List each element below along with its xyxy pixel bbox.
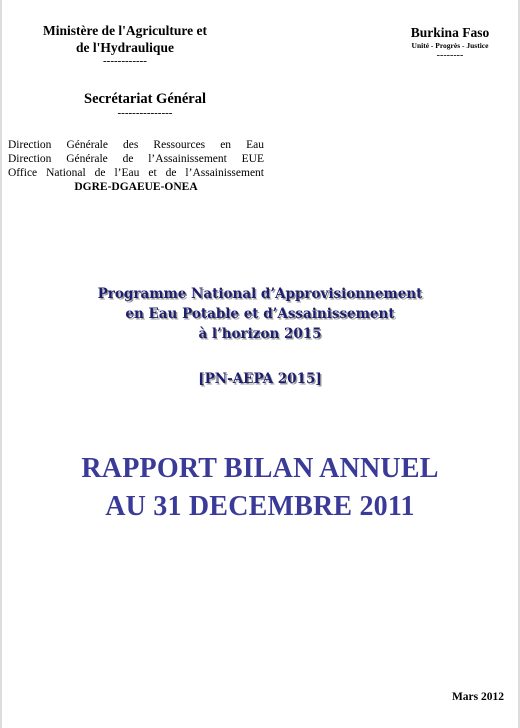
- programme-acronym: [PN-AEPA 2015]: [198, 371, 322, 387]
- country-motto: Unité - Progrès - Justice: [411, 41, 489, 50]
- report-date: Mars 2012: [451, 691, 504, 703]
- ministry-name-line2: de l'Hydraulique: [76, 40, 174, 55]
- country-separator: --------: [436, 50, 464, 61]
- programme-title-line3: à l’horizon 2015: [198, 326, 322, 342]
- direction-line-dgaeue: Direction Générale de l’Assainissement EUE: [8, 153, 264, 165]
- direction-line-onea: Office National de l’Eau et de l’Assainissement: [8, 167, 264, 179]
- report-title-line1: RAPPORT BILAN ANNUEL: [81, 453, 439, 484]
- programme-title-line1: Programme National d’Approvisionnement: [97, 286, 423, 302]
- programme-title: [30, 284, 490, 344]
- directions-acronym: DGRE-DGAEUE-ONEA: [74, 181, 198, 193]
- secretariat-title: Secrétariat Général: [84, 91, 206, 107]
- directions-block: [8, 138, 264, 194]
- secretariat-separator: ---------------: [117, 107, 173, 119]
- programme-title-line2: en Eau Potable et d’Assainissement: [125, 306, 395, 322]
- ministry-block: [14, 22, 236, 66]
- report-title: [20, 450, 500, 526]
- ministry-separator: ------------: [103, 55, 147, 67]
- direction-line-dgre: Direction Générale des Ressources en Eau: [8, 139, 264, 151]
- ministry-name-line1: Ministère de l'Agriculture et: [42, 23, 208, 38]
- secretariat-block: [14, 90, 276, 118]
- report-title-line2: AU 31 DECEMBRE 2011: [105, 491, 415, 522]
- country-block: [396, 24, 504, 61]
- country-name: Burkina Faso: [410, 25, 490, 40]
